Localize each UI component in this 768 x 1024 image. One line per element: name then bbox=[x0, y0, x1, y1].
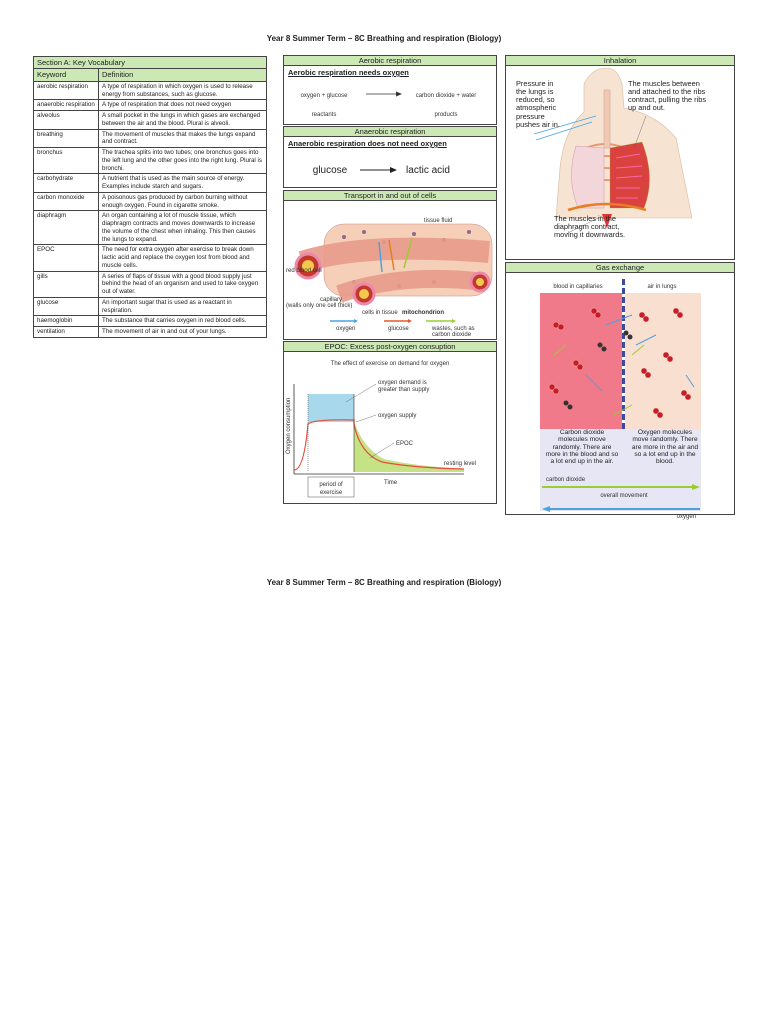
vocab-term: diaphragm bbox=[34, 211, 99, 245]
vocab-definition: A small pocket in the lungs in which gases are exchanged between the air and the blood. Plural is alveoli. bbox=[99, 111, 267, 130]
gas-exchange-panel bbox=[505, 262, 735, 520]
vocab-definition: The substance that carries oxygen in red blood cells. bbox=[99, 316, 267, 327]
blood-label: blood in capillaries bbox=[553, 284, 603, 290]
vocab-row bbox=[34, 245, 267, 271]
inhalation-panel bbox=[505, 55, 735, 260]
inhalation-right-line: contract, pulling the ribs bbox=[628, 95, 707, 105]
definition-header: Definition bbox=[99, 69, 267, 81]
inhalation-right-line: up and out. bbox=[628, 103, 665, 113]
o2-text-line: move randomly. There bbox=[632, 436, 698, 444]
inhalation-left-line: the lungs is bbox=[516, 87, 554, 97]
vocab-term: carbohydrate bbox=[34, 174, 99, 193]
inhalation-header: Inhalation bbox=[506, 56, 734, 66]
anaerobic-reactant: glucose bbox=[312, 165, 348, 176]
inhalation-right-line: The muscles between bbox=[628, 79, 700, 88]
vocab-term: anaerobic respiration bbox=[34, 100, 99, 111]
resting-level-label: resting level bbox=[444, 461, 477, 467]
cells-in-tissue-label: cells in tissue bbox=[362, 310, 398, 316]
reactants-label: reactants bbox=[311, 112, 337, 118]
co2-text-line: a lot end up in the air. bbox=[550, 458, 614, 465]
aerobic-reactants: oxygen + glucose bbox=[300, 93, 348, 99]
vocab-definition: The need for extra oxygen after exercise to break down lactic acid and replace the oxygen lost from blood and muscle cells. bbox=[99, 245, 267, 271]
vocab-row bbox=[34, 211, 267, 245]
o2-text-line: blood. bbox=[656, 458, 674, 465]
capillary-label: capillary bbox=[320, 297, 343, 303]
aerobic-panel bbox=[283, 55, 497, 125]
vocab-row bbox=[34, 81, 267, 100]
co2-text-line: molecules move bbox=[558, 436, 606, 444]
demand-label: oxygen demand is bbox=[378, 380, 427, 386]
key-oxygen: oxygen bbox=[336, 326, 356, 332]
vocab-row bbox=[34, 174, 267, 193]
inhalation-right-text bbox=[628, 80, 706, 113]
page-title: Year 8 Summer Term – 8C Breathing and respiration (Biology) bbox=[266, 34, 502, 43]
vocabulary-table bbox=[33, 56, 267, 338]
vocab-term: haemoglobin bbox=[34, 316, 99, 327]
anaerobic-panel bbox=[283, 126, 497, 188]
co2-text-line: Carbon dioxide bbox=[559, 429, 605, 436]
capillary-diagram bbox=[284, 202, 496, 340]
tissue-fluid-label: tissue fluid bbox=[424, 218, 453, 224]
inhalation-left-line: pushes air in. bbox=[516, 119, 560, 129]
epoc-graph-title: The effect of exercise on demand for oxygen bbox=[330, 361, 450, 367]
vocab-row bbox=[34, 271, 267, 297]
aerobic-products: carbon dioxide + water bbox=[415, 93, 477, 99]
inhalation-bottom-line: The muscles in the bbox=[554, 214, 617, 223]
o2-explanation bbox=[625, 429, 705, 465]
vocab-row bbox=[34, 148, 267, 174]
vocab-term: alveolus bbox=[34, 111, 99, 130]
vocab-term: carbon monoxide bbox=[34, 192, 99, 211]
supply-label: oxygen supply bbox=[378, 413, 417, 419]
vocab-row bbox=[34, 316, 267, 327]
vocab-term: bronchus bbox=[34, 148, 99, 174]
o2-text-line: are more in the air and bbox=[631, 443, 699, 451]
aerobic-equation bbox=[284, 82, 496, 122]
vocab-row bbox=[34, 129, 267, 148]
o2-text-line: so a lot end up in the bbox=[634, 450, 696, 458]
inhalation-left-text bbox=[516, 80, 560, 129]
vocab-definition: A poisonous gas produced by carbon burning without enough oxygen. Found in cigarette smoke. bbox=[99, 192, 267, 211]
o2-text-line: Oxygen molecules bbox=[637, 429, 693, 436]
co2-text-line: randomly. There are bbox=[552, 443, 612, 451]
period-label: period of bbox=[319, 482, 343, 488]
epoc-panel bbox=[283, 341, 497, 504]
epoc-header: EPOC: Excess post-oxygen consuption bbox=[284, 342, 496, 352]
mitochondrion-label: mitochondrion bbox=[402, 310, 444, 316]
vocab-definition: The trachea splits into two tubes; one bronchus goes into the left lung and the other goes into the right lung. Plural is bronchi. bbox=[99, 148, 267, 174]
vocab-term: aerobic respiration bbox=[34, 81, 99, 100]
vocab-row bbox=[34, 327, 267, 338]
gas-exchange-diagram bbox=[506, 275, 734, 520]
arrow-overall-label: overall movement bbox=[600, 493, 648, 499]
capillary-walls-label: (walls only one cell thick) bbox=[286, 303, 353, 309]
epoc-label: EPOC bbox=[396, 441, 414, 447]
red-blood-cell-label: red blood cell bbox=[286, 268, 322, 274]
key-wastes-co2: carbon dioxide bbox=[432, 332, 472, 338]
aerobic-subtitle: Aerobic respiration needs oxygen bbox=[288, 68, 409, 77]
vocab-definition: The movement of muscles that makes the lungs expand and contract. bbox=[99, 129, 267, 148]
key-wastes: wastes, such as bbox=[432, 326, 475, 332]
transport-header: Transport in and out of cells bbox=[284, 191, 496, 201]
anaerobic-equation bbox=[284, 155, 496, 185]
section-title: Section A: Key Vocabulary bbox=[34, 57, 267, 69]
vocab-definition: A series of flaps of tissue with a good blood supply just behind the head of an organism and used to take oxygen out of water. bbox=[99, 271, 267, 297]
vocab-definition: A type of respiration that does not need oxygen bbox=[99, 100, 267, 111]
aerobic-header: Aerobic respiration bbox=[284, 56, 496, 66]
vocab-term: glucose bbox=[34, 297, 99, 316]
inhalation-left-line: Pressure in bbox=[516, 79, 554, 88]
vocab-definition: An important sugar that is used as a reactant in respiration. bbox=[99, 297, 267, 316]
arrow-oxygen-label: oxygen bbox=[676, 514, 696, 520]
anaerobic-product: lactic acid bbox=[406, 165, 450, 176]
inhalation-bottom-line: moving it downwards. bbox=[554, 230, 626, 240]
key-glucose: glucose bbox=[388, 326, 409, 332]
inhalation-right-line: and attached to the ribs bbox=[628, 87, 706, 97]
vocab-term: ventilation bbox=[34, 327, 99, 338]
demand-label-2: greater than supply bbox=[378, 387, 430, 393]
inhalation-left-line: reduced, so bbox=[516, 95, 555, 105]
air-label: air in lungs bbox=[647, 284, 677, 290]
vocab-row bbox=[34, 111, 267, 130]
vocab-definition: An organ containing a lot of muscle tissue, which diaphragm contracts and moves downwards to increase the volume of the chest when inhaling. This then causes the lungs to expand. bbox=[99, 211, 267, 245]
epoc-graph bbox=[284, 354, 496, 504]
keyword-header: Keyword bbox=[34, 69, 99, 81]
vocab-definition: The movement of air in and out of your lungs. bbox=[99, 327, 267, 338]
inhalation-bottom-text bbox=[554, 215, 625, 239]
epoc-ylabel: Oxygen consumption bbox=[286, 397, 292, 454]
footer-title: Year 8 Summer Term – 8C Breathing and respiration (Biology) bbox=[266, 578, 502, 587]
transport-panel bbox=[283, 190, 497, 340]
vocab-row bbox=[34, 100, 267, 111]
vocab-row bbox=[34, 297, 267, 316]
gas-exchange-header: Gas exchange bbox=[506, 263, 734, 273]
co2-explanation bbox=[540, 429, 624, 465]
vocab-row bbox=[34, 192, 267, 211]
vocab-term: EPOC bbox=[34, 245, 99, 271]
vocab-definition: A nutrient that is used as the main source of energy. Examples include starch and sugars. bbox=[99, 174, 267, 193]
period-label-2: exercise bbox=[319, 490, 343, 496]
epoc-xlabel: Time bbox=[384, 480, 398, 486]
vocab-definition: A type of respiration in which oxygen is used to release energy from substances, such as glucose. bbox=[99, 81, 267, 100]
anaerobic-header: Anaerobic respiration bbox=[284, 127, 496, 137]
vocab-term: breathing bbox=[34, 129, 99, 148]
arrow-co2-label: carbon dioxide bbox=[546, 477, 586, 483]
inhalation-left-line: atmospheric bbox=[516, 103, 557, 113]
inhalation-bottom-line: diaphragm contract, bbox=[554, 222, 620, 232]
products-label: products bbox=[434, 112, 458, 118]
vocab-term: gills bbox=[34, 271, 99, 297]
anaerobic-subtitle: Anaerobic respiration does not need oxygen bbox=[288, 139, 447, 148]
inhalation-left-line: pressure bbox=[516, 111, 545, 121]
co2-text-line: more in the blood and so bbox=[545, 450, 619, 458]
